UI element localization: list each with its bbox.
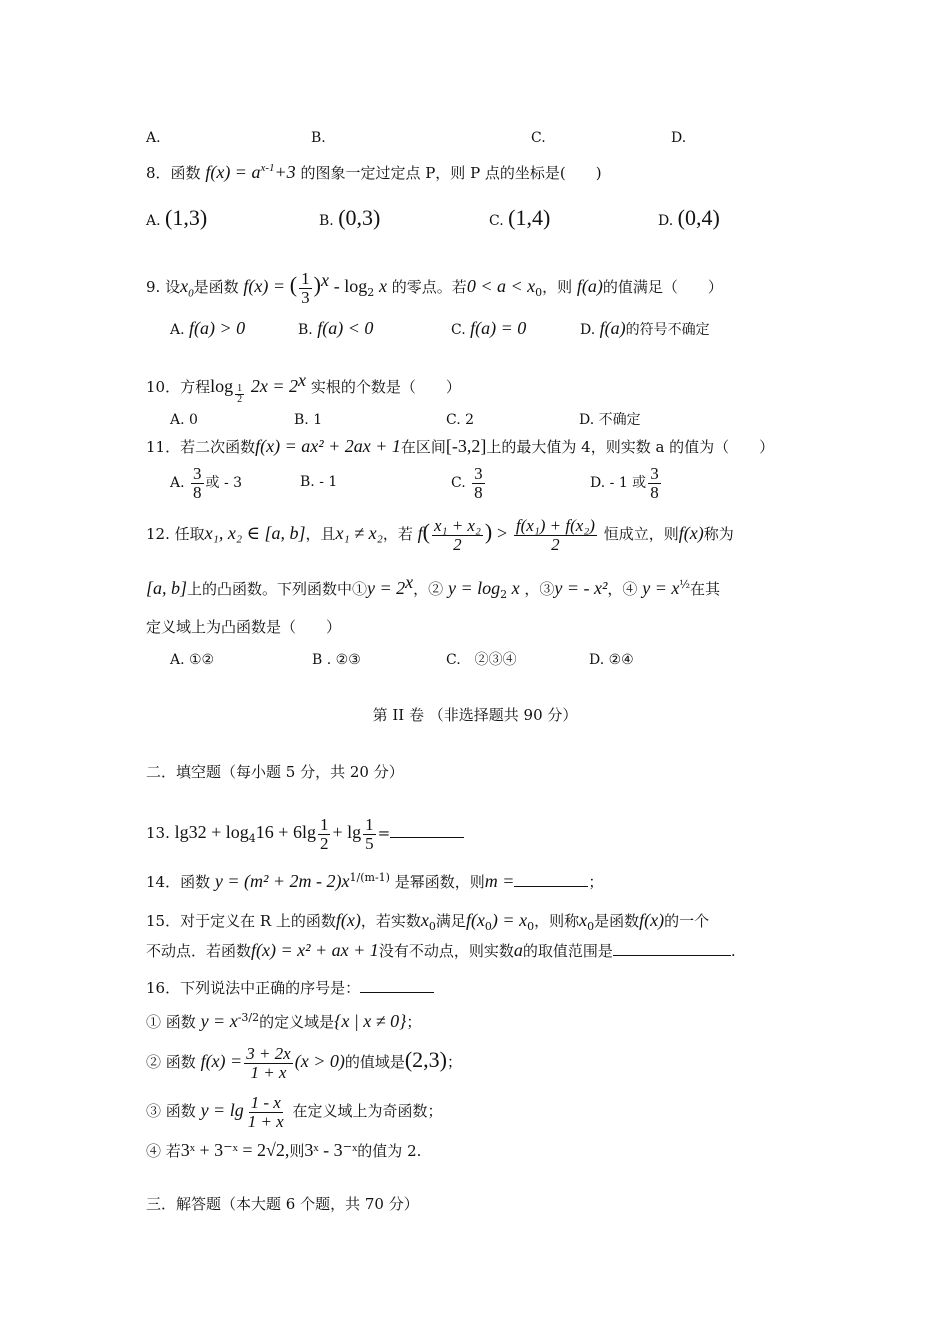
q12-option-d: D. ②④ [589,652,634,668]
question-8: 8．函数 $f(x) = a^{x-1}+3$ 的图象一定过定点 P，则 P 点的坐标是( ) [146,162,602,182]
question-12-line-3: 定义域上为凸函数是（ ） [146,618,342,636]
q11-option-b: B. - 1 [300,474,338,490]
question-12: 12. 任取x₁, x₂ ∈ [a, b]，且x₁ ≠ x₂，若 f( $\frac{\text{x₁ + x₂}}{2}$ ) > $\frac{\text{f(x₁) + f(x₂)}}{2}$ 恒成立，则f(x)称为 [146,515,734,554]
q8-option-d: D. (0,4) [658,205,720,230]
part-2-heading: 第 II 卷 （非选择题共 90 分） [372,706,578,724]
q8-option-c: C. (1,4) [489,205,551,230]
section-2-heading: 二．填空题（每小题 5 分，共 20 分） [146,763,404,781]
q11-option-a: A. $\frac{3}{8}$ 或 - 3 [170,463,243,502]
q16-statement-2: ② 函数 f(x) = $\frac{3 + 2x}{1 + x}$ (x > 0)的值域是(2,3)； [146,1043,463,1082]
q8-option-a: A. (1,3) [146,205,208,230]
q7-option-c: C. [531,130,546,146]
q16-statement-4: ④ 若3ˣ + 3⁻ˣ = 2√2,则3ˣ - 3⁻ˣ的值为 2. [146,1140,422,1160]
question-12-line-2: [a, b]上的凸函数。下列函数中①y = $2^x$，② $y = \log_2 x$ ，③y = - x²，④ $y = x^{\frac{1}{2}}$在其 [146,572,721,601]
q11-option-d: D. - 1 或 $\frac{3}{8}$ [590,463,659,502]
q9-option-d: D. f(a)的符号不确定 [580,318,710,338]
q16-statement-1: ① 函数 $y = x^{-3/2}$的定义域是{x | x ≠ 0}； [146,1011,422,1031]
q9-option-a: A. f(a) > 0 [170,318,246,338]
q10-option-d: D. 不确定 [579,412,641,428]
question-15-line-2: 不动点．若函数f(x) = x² + ax + 1没有不动点，则实数a的取值范围是 . [146,940,736,960]
q16-answer-blank[interactable] [360,992,434,993]
q12-option-a: A. ①② [170,652,215,668]
q7-option-a: A. [146,130,161,146]
q10-option-b: B. 1 [294,412,323,428]
q14-answer-blank[interactable] [514,886,588,887]
question-15: 15．对于定义在 R 上的函数f(x)，若实数$x_0$满足$f(x_0) = x_0$，则称$x_0$是函数f(x)的一个 [146,910,710,933]
question-11: 11．若二次函数f(x) = ax² + 2ax + 1在区间[-3,2]上的最大值为 4，则实数 a 的值为（ ） [146,436,775,456]
q16-statement-3: ③ 函数 y = lg $\frac{1 - x}{1 + x}$ 在定义域上为奇函数； [146,1092,443,1131]
q7-option-d: D. [671,130,687,146]
q10-option-c: C. 2 [446,412,475,428]
q9-option-c: C. f(a) = 0 [451,318,527,338]
q11-option-c: C. $\frac{3}{8}$ [451,463,483,502]
q9-option-b: B. f(a) < 0 [298,318,374,338]
question-10: 10．方程log $_{\frac{1}{2}}$ $2x = 2^x$ 实根的个数是（ ） [146,370,461,405]
q12-option-b: B . ②③ [312,652,361,668]
q13-answer-blank[interactable] [390,837,464,838]
q7-option-b: B. [311,130,326,146]
q10-option-a: A. 0 [170,412,198,428]
question-14: 14．函数 $y = (m^2 + 2m - 2)x^{1/(m-1)}$ 是幂函数，则m = ； [146,871,604,891]
q8-option-b: B. (0,3) [319,205,381,230]
q8-formula: $f(x) = a^{x-1}+3$ [205,162,296,182]
question-13: 13. $\lg 32 + \log_416 + 6\lg$ $\frac{1}{2}$ + lg $\frac{1}{5}$ = [146,812,464,859]
question-16: 16．下列说法中正确的序号是： [146,978,434,998]
section-3-heading: 三．解答题（本大题 6 个题，共 70 分） [146,1195,419,1213]
q12-option-c: C. ②③④ [446,652,517,668]
q15-answer-blank[interactable] [613,955,731,956]
question-9: 9. 设$x_0$是函数 f(x) = ( $\frac{1}{3}$ )$^x - \log_2 x$ 的零点。若$0 < a < x_0$，则 f(a)的值满足（ ） [146,268,723,307]
